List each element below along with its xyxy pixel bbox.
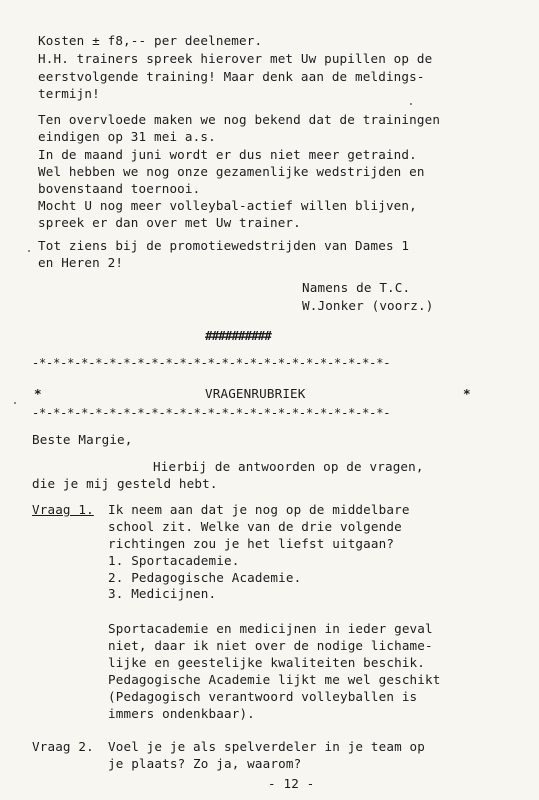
letter-intro: die je mij gesteld hebt.	[32, 476, 218, 491]
answer-1-line: immers ondenkbaar).	[108, 706, 255, 721]
body-line: bovenstaand toernooi.	[38, 181, 201, 196]
question-1-label: Vraag 1.	[32, 502, 94, 517]
signature-name: W.Jonker (voorz.)	[302, 298, 434, 313]
print-speck	[410, 103, 412, 105]
question-1-option: 3. Medicijnen.	[108, 586, 217, 601]
answer-1-line: Sportacademie en medicijnen in ieder geval	[108, 621, 433, 636]
body-line: Wel hebben we nog onze gezamenlijke wedstrijden en	[38, 164, 425, 179]
body-line: en Heren 2!	[38, 255, 124, 270]
question-1-option: 2. Pedagogische Academie.	[108, 570, 302, 585]
question-1-option: 1. Sportacademie.	[108, 553, 240, 568]
cost-line: Kosten ± f8,-- per deelnemer.	[38, 33, 263, 48]
answer-1-line: (Pedagogisch verantwoord volleyballen is	[108, 689, 418, 704]
rule-line-bottom: -*-*-*-*-*-*-*-*-*-*-*-*-*-*-*-*-*-*-*-*-*-*-*-*-*-	[32, 406, 391, 420]
question-2-line: je plaats? Zo ja, waarom?	[108, 756, 302, 771]
answer-1-line: Pedagogische Academie lijkt me wel geschikt	[108, 672, 441, 687]
page-number: - 12 -	[268, 776, 315, 791]
body-line: eindigen op 31 mei a.s.	[38, 129, 216, 144]
body-line: Ten overvloede maken we nog bekend dat de trainingen	[38, 112, 441, 127]
hash-separator: ##########	[205, 328, 271, 343]
body-line: eerstvolgende training! Maar denk aan de meldings-	[38, 69, 425, 84]
body-line: termijn!	[38, 86, 100, 101]
section-title: VRAGENRUBRIEK	[205, 386, 306, 401]
body-line: H.H. trainers spreek hierover met Uw pupillen op de	[38, 51, 433, 66]
section-star-left: *	[34, 386, 42, 401]
question-2-label: Vraag 2.	[32, 739, 94, 754]
letter-greeting: Beste Margie,	[32, 432, 133, 447]
question-1-line: Ik neem aan dat je nog op de middelbare	[108, 502, 410, 517]
question-2-line: Voel je je als spelverdeler in je team op	[108, 739, 426, 754]
body-line: In de maand juni wordt er dus niet meer getraind.	[38, 147, 417, 162]
question-1-line: school zit. Welke van de drie volgende	[108, 519, 402, 534]
answer-1-line: niet, daar ik niet over de nodige lichame-	[108, 638, 433, 653]
body-line: Mocht U nog meer volleybal-actief willen blijven,	[38, 198, 417, 213]
print-speck	[28, 250, 30, 252]
signature-committee: Namens de T.C.	[302, 280, 411, 295]
letter-intro: Hierbij de antwoorden op de vragen,	[153, 459, 424, 474]
rule-line-top: -*-*-*-*-*-*-*-*-*-*-*-*-*-*-*-*-*-*-*-*-*-*-*-*-*-	[32, 356, 391, 370]
answer-1-line: lijke en geestelijke kwaliteiten beschik.	[108, 655, 426, 670]
body-line: spreek er dan over met Uw trainer.	[38, 215, 301, 230]
print-speck	[14, 402, 16, 404]
question-1-line: richtingen zou je het liefst uitgaan?	[108, 536, 395, 551]
section-star-right: *	[463, 386, 471, 401]
body-line: Tot ziens bij de promotiewedstrijden van Dames 1	[38, 238, 410, 253]
